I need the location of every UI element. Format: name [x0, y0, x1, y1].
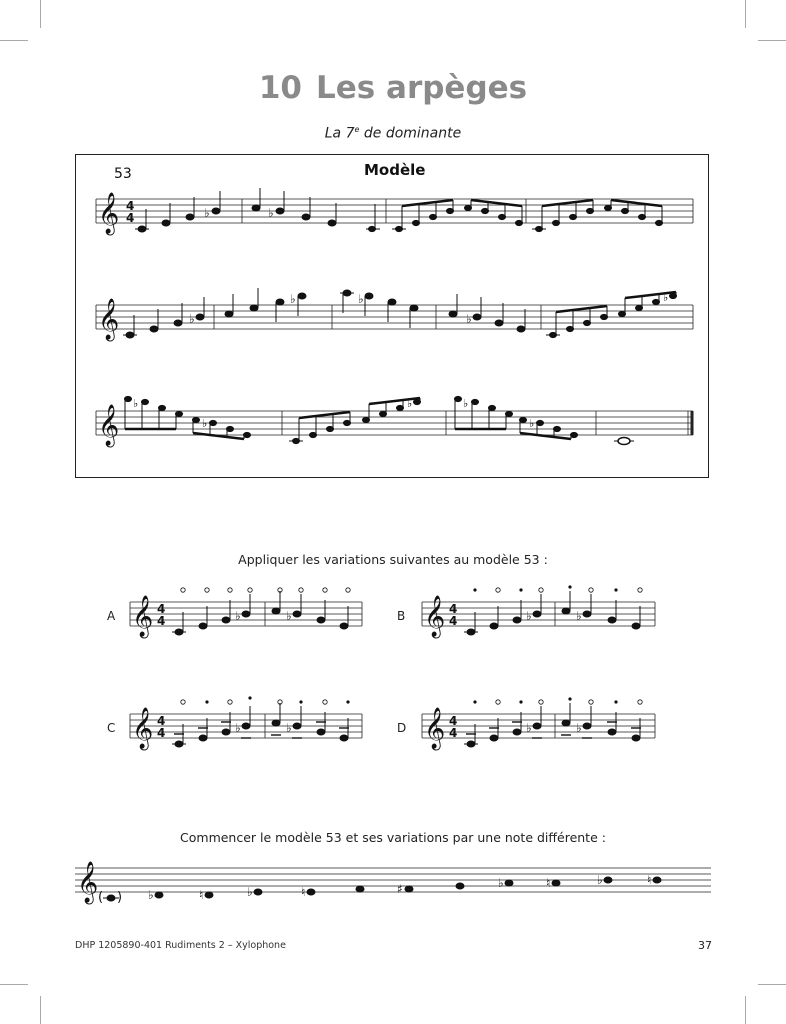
staff-system-3: [96, 397, 696, 457]
treble-clef-icon: 𝄞: [98, 193, 120, 234]
natural-icon: ♮: [546, 876, 551, 890]
flat-icon: ♭: [148, 888, 154, 902]
flat-icon: ♭: [576, 609, 582, 623]
time-signature: 4: [449, 602, 458, 616]
flat-icon: ♭: [247, 885, 253, 899]
time-signature: 4: [449, 614, 458, 628]
subtitle-superscript: e: [354, 125, 360, 134]
flat-icon: ♭: [235, 609, 241, 623]
time-signature: 4: [126, 211, 135, 225]
chapter-number: 10: [258, 70, 302, 106]
natural-icon: ♮: [647, 873, 652, 887]
flat-icon: ♭: [526, 609, 532, 623]
time-signature: 4: [449, 726, 458, 740]
natural-icon: ♮: [301, 885, 306, 899]
variation-label-c: C: [107, 721, 116, 735]
variation-staff-a: [130, 588, 370, 648]
time-signature: 4: [157, 726, 166, 740]
chapter-title: Les arpèges: [316, 70, 528, 106]
crop-mark: [745, 996, 746, 1024]
crop-mark: [745, 0, 746, 28]
page-title: [0, 70, 786, 106]
flat-icon: ♭: [463, 397, 469, 410]
flat-icon: ♭: [286, 609, 292, 623]
flat-icon: ♭: [466, 312, 472, 326]
crop-mark: [758, 40, 786, 41]
flat-icon: ♭: [133, 397, 139, 410]
crop-mark: [0, 984, 28, 985]
treble-clef-icon: 𝄞: [424, 708, 446, 749]
flat-icon: ♭: [235, 721, 241, 735]
flat-icon: ♭: [286, 721, 292, 735]
variation-staff-b: [422, 588, 662, 648]
page-number: 37: [698, 939, 712, 952]
exercise-number: 53: [114, 166, 132, 182]
natural-icon: ♮: [199, 888, 204, 902]
parenthesis-open: (: [98, 890, 104, 905]
treble-clef-icon: 𝄞: [132, 708, 154, 749]
footer-publisher: DHP 1205890-401 Rudiments 2 – Xylophone: [75, 940, 286, 951]
subtitle: [0, 125, 786, 142]
model-label: Modèle: [364, 161, 426, 179]
time-signature: 4: [157, 714, 166, 728]
staff-system-2: [96, 291, 696, 351]
flat-icon: ♭: [407, 397, 413, 410]
treble-clef-icon: 𝄞: [98, 405, 120, 446]
flat-icon: ♭: [202, 417, 208, 430]
flat-icon: ♭: [576, 721, 582, 735]
time-signature: 4: [126, 199, 135, 213]
flat-icon: ♭: [529, 417, 535, 430]
crop-mark: [40, 0, 41, 28]
treble-clef-icon: 𝄞: [132, 596, 154, 637]
sharp-icon: ♯: [397, 882, 403, 896]
variation-label-a: A: [107, 609, 116, 623]
crop-mark: [0, 40, 28, 41]
flat-icon: ♭: [268, 206, 274, 220]
flat-icon: ♭: [663, 291, 669, 304]
time-signature: 4: [157, 614, 166, 628]
treble-clef-icon: 𝄞: [424, 596, 446, 637]
staff-system-1: [96, 185, 696, 245]
time-signature: 4: [449, 714, 458, 728]
model-box: [75, 154, 709, 478]
variation-staff-d: [422, 700, 662, 760]
flat-icon: ♭: [358, 292, 364, 306]
subtitle-main: La 7: [324, 125, 355, 142]
crop-mark: [758, 984, 786, 985]
flat-icon: ♭: [526, 721, 532, 735]
treble-clef-icon: 𝄞: [98, 299, 120, 340]
subtitle-rest: de dominante: [359, 125, 462, 142]
treble-clef-icon: 𝄞: [77, 862, 99, 903]
flat-icon: ♭: [498, 876, 504, 890]
flat-icon: ♭: [189, 312, 195, 326]
flat-icon: ♭: [597, 873, 603, 887]
time-signature: 4: [157, 602, 166, 616]
crop-mark: [40, 996, 41, 1024]
starting-notes-staff: [75, 854, 715, 914]
variation-staff-c: [130, 700, 370, 760]
variation-label-b: B: [397, 609, 406, 623]
parenthesis-close: ): [117, 890, 123, 905]
start-note-instruction: Commencer le modèle 53 et ses variations par une note différente :: [180, 830, 606, 845]
flat-icon: ♭: [204, 206, 210, 220]
variations-instruction: Appliquer les variations suivantes au modèle 53 :: [238, 552, 548, 567]
flat-icon: ♭: [290, 292, 296, 306]
variation-label-d: D: [397, 721, 407, 735]
